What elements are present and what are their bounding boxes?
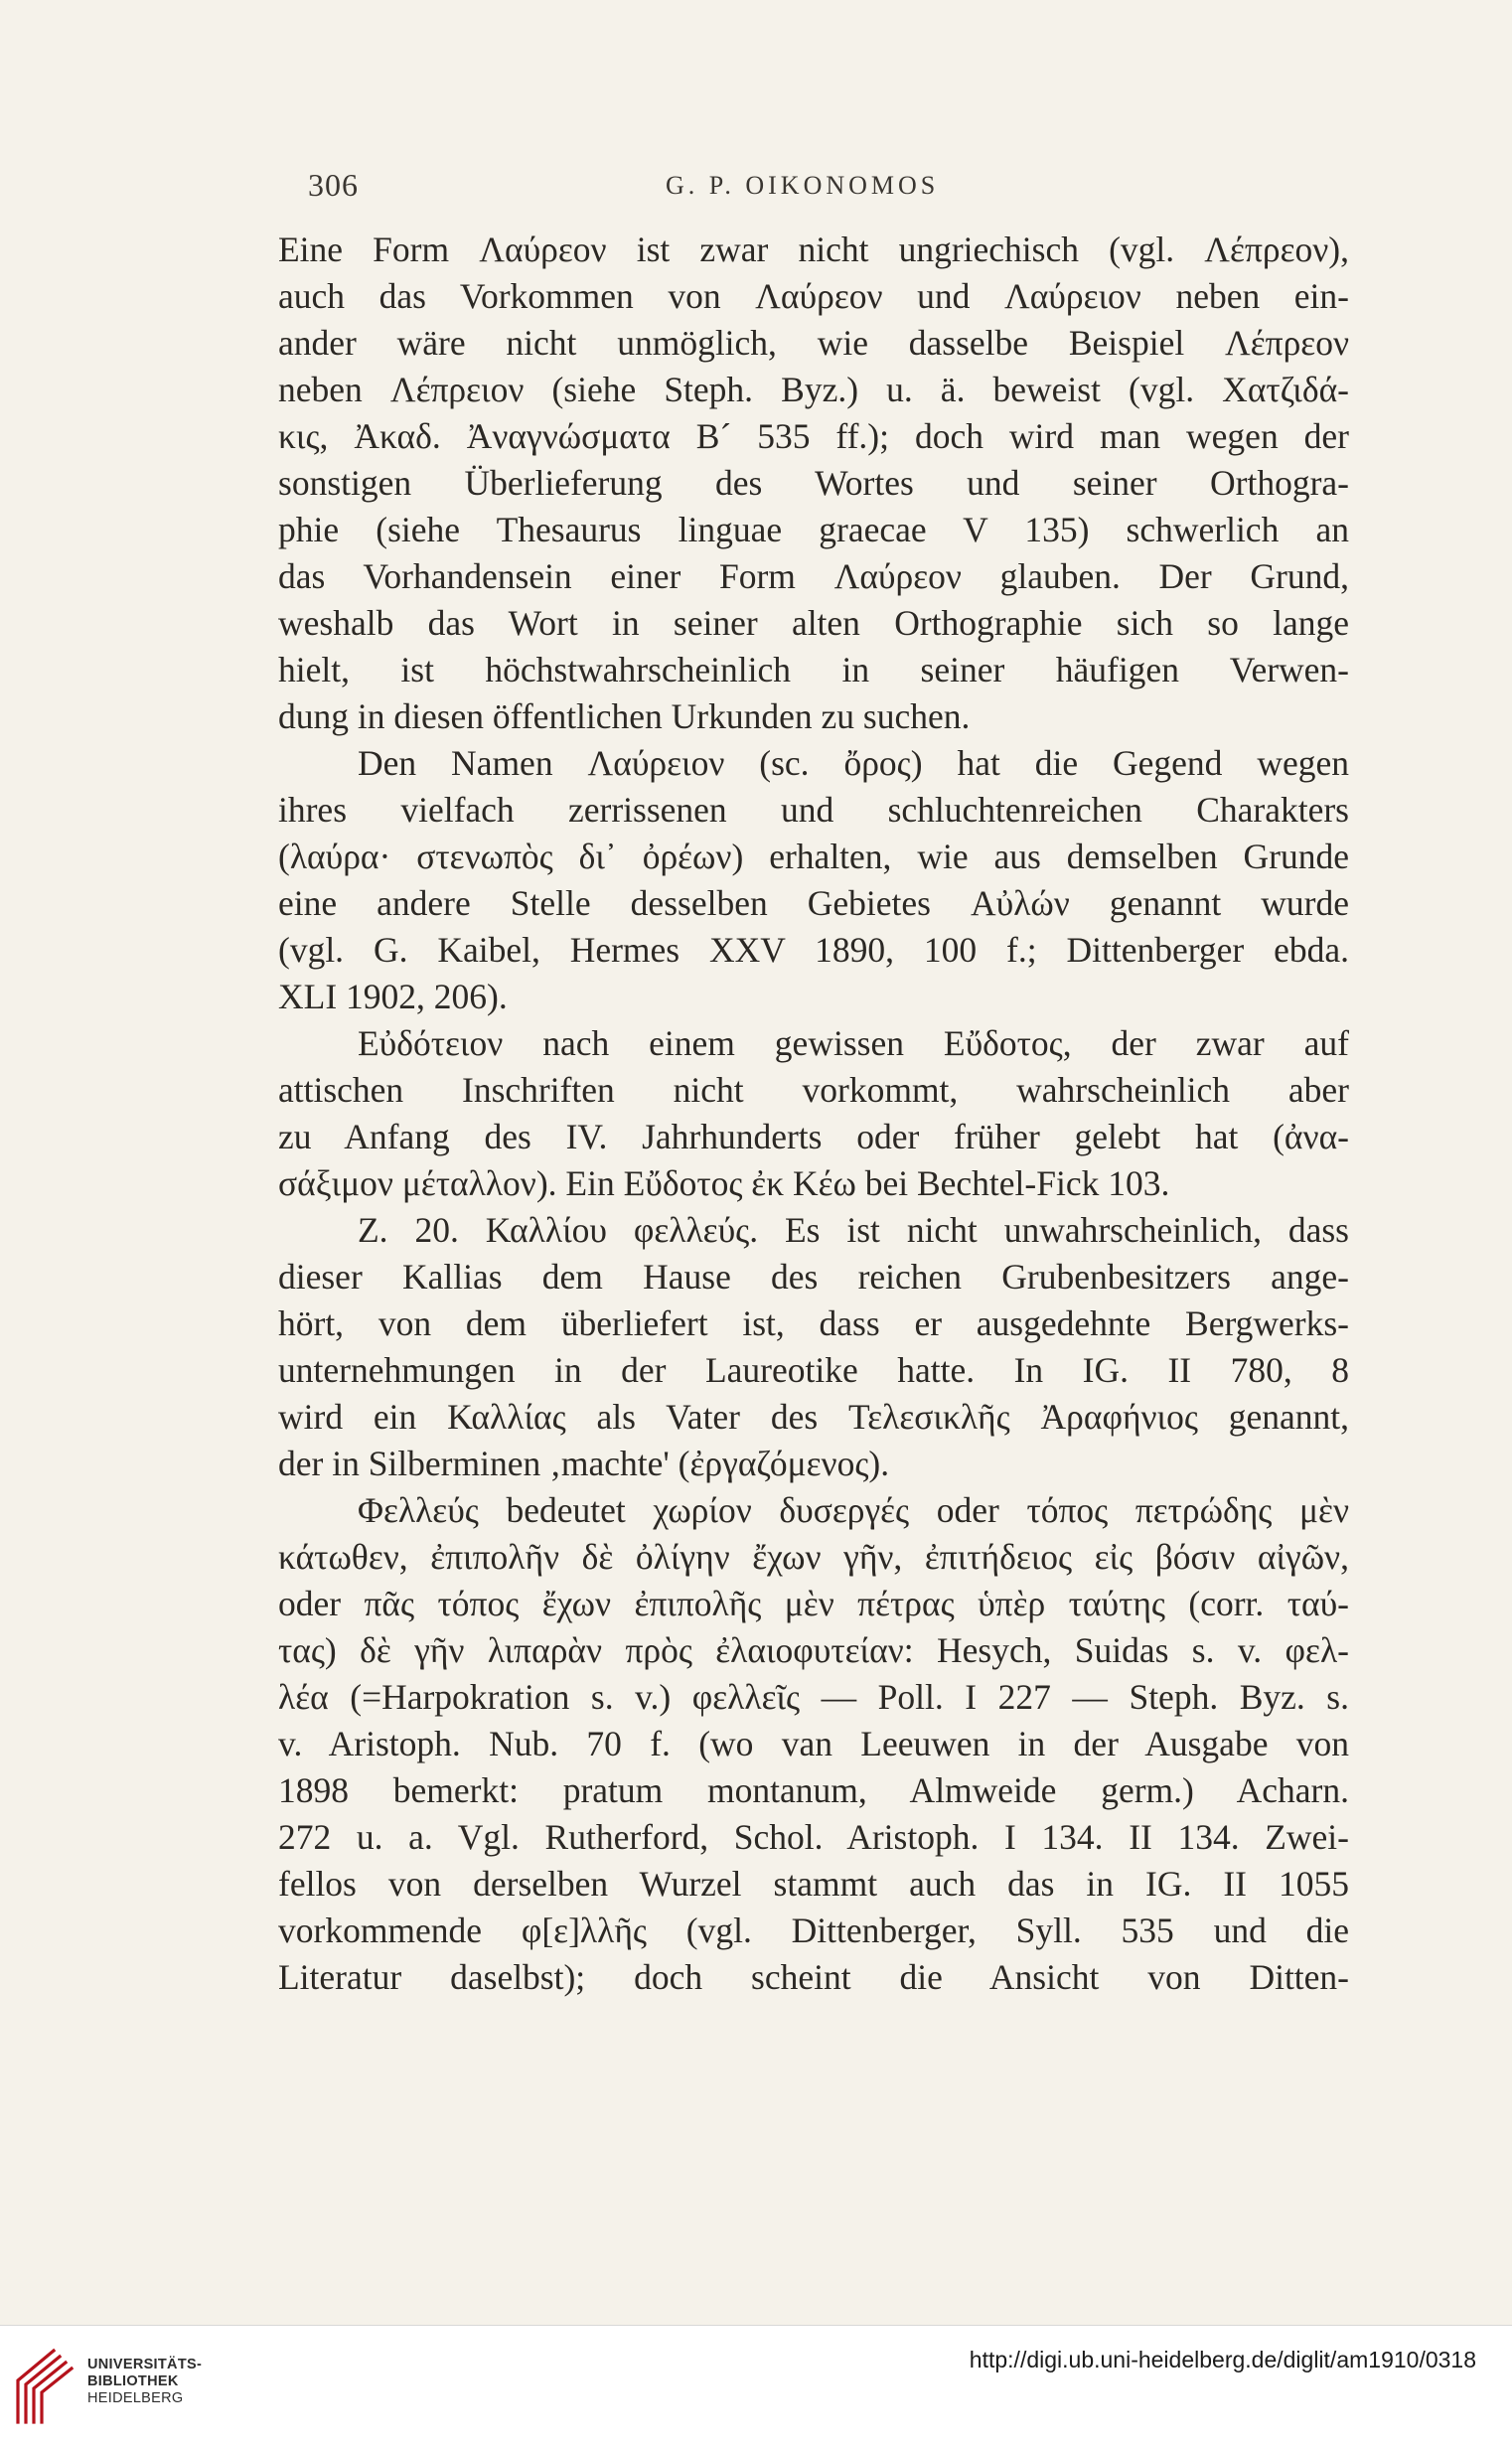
text-line: eine andere Stelle desselben Gebietes Αὐλών genannt wurde (278, 883, 1349, 923)
text-line: Εὐδότειον nach einem gewissen Εὔδοτος, der zwar auf (358, 1023, 1349, 1063)
library-name-line: HEIDELBERG (87, 2390, 184, 2406)
text-line: sonstigen Überlieferung des Wortes und seiner Orthogra- (278, 463, 1349, 503)
text-line: unternehmungen in der Laureotike hatte. In IG. II 780, 8 (278, 1350, 1349, 1390)
text-line: auch das Vorkommen von Λαύρεον und Λαύρειον neben ein- (278, 276, 1349, 316)
text-line: (λαύρα· στενωπὸς δι᾽ ὀρέων) erhalten, wie aus demselben Grunde (278, 837, 1349, 876)
text-line: dieser Kallias dem Hause des reichen Grubenbesitzers ange- (278, 1257, 1349, 1297)
university-library-logo-icon (14, 2347, 76, 2426)
text-line: attischen Inschriften nicht vorkommt, wahrscheinlich aber (278, 1070, 1349, 1110)
footer-divider (0, 2325, 1512, 2326)
text-line: λέα (=Harpokration s. v.) φελλεῖς — Poll. I 227 — Steph. Byz. s. (278, 1677, 1349, 1717)
text-line: XLI 1902, 206). (278, 977, 508, 1016)
text-line: der in Silberminen ‚machte' (ἐργαζόμενος). (278, 1444, 890, 1483)
text-line: Eine Form Λαύρεον ist zwar nicht ungriechisch (vgl. Λέπρεον), (278, 229, 1349, 269)
text-line: oder πᾶς τόπος ἔχων ἐπιπολῆς μὲν πέτρας ὑπὲρ ταύτης (corr. ταύ- (278, 1584, 1349, 1623)
text-line: Literatur daselbst); doch scheint die Ansicht von Ditten- (278, 1957, 1349, 1997)
viewer-footer (0, 2325, 1512, 2446)
text-line: ihres vielfach zerrissenen und schluchtenreichen Charakters (278, 790, 1349, 830)
text-line: vorkommende φ[ε]λλῆς (vgl. Dittenberger, Syll. 535 und die (278, 1911, 1349, 1950)
text-line: σάξιμον μέταλλον). Ein Εὔδοτος ἐκ Κέω bei Bechtel-Fick 103. (278, 1163, 1170, 1203)
text-line: das Vorhandensein einer Form Λαύρεον glauben. Der Grund, (278, 556, 1349, 596)
text-line: κάτωθεν, ἐπιπολῆν δὲ ὀλίγην ἔχων γῆν, ἐπιτήδειος εἰς βόσιν αἰγῶν, (278, 1537, 1349, 1577)
text-line: v. Aristoph. Nub. 70 f. (wo van Leeuwen in der Ausgabe von (278, 1724, 1349, 1763)
text-line: dung in diesen öffentlichen Urkunden zu suchen. (278, 696, 971, 736)
text-line: ander wäre nicht unmöglich, wie dasselbe Beispiel Λέπρεον (278, 323, 1349, 363)
text-line: weshalb das Wort in seiner alten Orthographie sich so lange (278, 603, 1349, 643)
text-line: fellos von derselben Wurzel stammt auch das in IG. II 1055 (278, 1864, 1349, 1904)
source-url-link[interactable]: http://digi.ub.uni-heidelberg.de/diglit/am1910/0318 (969, 2347, 1476, 2372)
page-number: 306 (308, 167, 359, 203)
text-line: phie (siehe Thesaurus linguae graecae V 135) schwerlich an (278, 510, 1349, 549)
body-text (278, 227, 1349, 2001)
text-line: hielt, ist höchstwahrscheinlich in seiner häufigen Verwen- (278, 650, 1349, 689)
text-line: hört, von dem überliefert ist, dass er ausgedehnte Bergwerks- (278, 1303, 1349, 1343)
text-line: zu Anfang des IV. Jahrhunderts oder früher gelebt hat (ἀνα- (278, 1117, 1349, 1156)
library-name-line: BIBLIOTHEK (87, 2373, 179, 2389)
text-line: 1898 bemerkt: pratum montanum, Almweide germ.) Acharn. (278, 1770, 1349, 1810)
text-line: 272 u. a. Vgl. Rutherford, Schol. Aristoph. I 134. II 134. Zwei- (278, 1817, 1349, 1857)
text-line: (vgl. G. Kaibel, Hermes XXV 1890, 100 f.; Dittenberger ebda. (278, 930, 1349, 970)
text-line: wird ein Καλλίας als Vater des Τελεσικλῆς Ἀραφήνιος genannt, (278, 1397, 1349, 1437)
text-line: Z. 20. Καλλίου φελλεύς. Es ist nicht unwahrscheinlich, dass (358, 1210, 1349, 1250)
library-name-line: UNIVERSITÄTS- (87, 2357, 203, 2372)
page-header (0, 167, 1512, 211)
library-name (87, 2357, 202, 2407)
text-line: Den Namen Λαύρειον (sc. ὄρος) hat die Gegend wegen (358, 743, 1349, 783)
text-line: neben Λέπρειον (siehe Steph. Byz.) u. ä. beweist (vgl. Χατζιδά- (278, 370, 1349, 409)
text-line: κις, Ἀκαδ. Ἀναγνώσματα Β´ 535 ff.); doch wird man wegen der (278, 416, 1349, 456)
running-head: G. P. OIKONOMOS (666, 171, 940, 200)
text-line: τας) δὲ γῆν λιπαρὰν πρὸς ἐλαιοφυτείαν: Hesych, Suidas s. v. φελ- (278, 1630, 1349, 1670)
text-line: Φελλεύς bedeutet χωρίον δυσεργές oder τόπος πετρώδης μὲν (358, 1490, 1349, 1530)
